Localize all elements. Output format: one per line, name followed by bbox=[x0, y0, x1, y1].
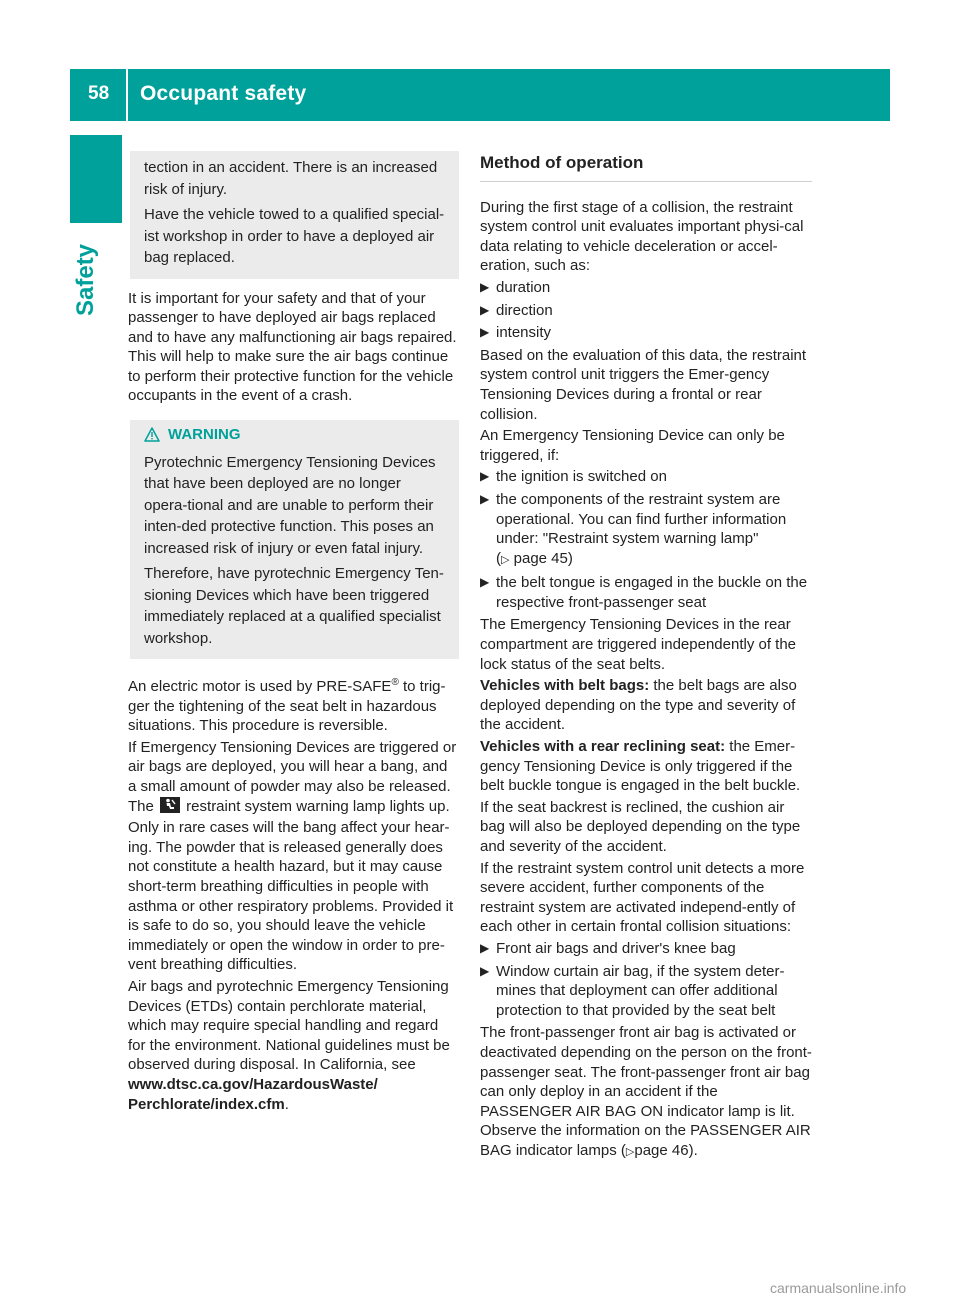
paragraph: Based on the evaluation of this data, the restraint system control unit triggers the Emer-gency Tensioning Devices during a frontal or rear collision. bbox=[480, 346, 807, 423]
warning-heading bbox=[144, 424, 447, 446]
left-column bbox=[128, 153, 459, 1116]
section-heading: Method of operation bbox=[480, 153, 812, 182]
registered-mark: ® bbox=[391, 677, 399, 689]
page-reference-link[interactable]: page 45) bbox=[513, 549, 573, 567]
paragraph: If Emergency Tensioning Devices are triggered or air bags are deployed, you will hear a bang, and a small amount of powder may also be released. The restraint system warning lamp lights up. bbox=[128, 738, 457, 815]
paragraph: During the first stage of a collision, the restraint system control unit evaluates important physi-cal data relating to vehicle deceleration or accel-eration, such as: bbox=[480, 198, 804, 275]
bullet-icon: ▶ bbox=[480, 963, 490, 978]
paragraph: If the seat backrest is reclined, the cushion air bag will also be deployed depending on the type and severity of the accident. bbox=[480, 798, 801, 855]
bullet-icon: ▶ bbox=[480, 325, 490, 340]
bullet-icon: ▶ bbox=[480, 575, 490, 590]
paragraph: Air bags and pyrotechnic Emergency Tensioning Devices (ETDs) contain perchlorate material, which may require special handling and regard for the environment. National guidelines must be observed during disposal. In California, see www.dtsc.ca.gov/HazardousWaste/ Perchlorate/index.cfm. bbox=[128, 977, 450, 1113]
paragraph: If the restraint system control unit detects a more severe accident, further components of the restraint system are activated independ-ently of each other in certain frontal collision situations: bbox=[480, 859, 805, 936]
page-reference-icon: ▷ bbox=[625, 1145, 635, 1158]
paragraph: An Emergency Tensioning Device can only be triggered, if: bbox=[480, 427, 785, 464]
bullet-icon: ▶ bbox=[480, 302, 490, 317]
page-reference-link[interactable]: page 46). bbox=[634, 1141, 698, 1159]
box-paragraph: Have the vehicle towed to a qualified special-ist workshop in order to have a deployed air bag replaced. bbox=[144, 206, 445, 266]
list-item: ▶ Front air bags and driver's knee bag bbox=[480, 939, 736, 957]
bullet-icon: ▶ bbox=[480, 469, 490, 484]
hazardous-waste-link[interactable]: www.dtsc.ca.gov/HazardousWaste/ Perchlorate/index.cfm bbox=[128, 1075, 378, 1113]
list-item: ▶ the belt tongue is engaged in the buckle on the respective front-passenger seat bbox=[480, 574, 808, 611]
section-tab-label: Safety bbox=[72, 243, 99, 316]
page-reference-icon: ▷ bbox=[501, 553, 510, 566]
paragraph: An electric motor is used by PRE-SAFE® to trig-ger the tightening of the seat belt in hazardous situations. This procedure is reversible. bbox=[128, 677, 446, 735]
restraint-system-warning-lamp-icon bbox=[160, 797, 180, 813]
warning-box bbox=[130, 420, 459, 659]
bullet-list bbox=[480, 278, 812, 343]
header-divider bbox=[126, 69, 128, 121]
warning-triangle-icon bbox=[144, 427, 160, 442]
bullet-icon: ▶ bbox=[480, 491, 490, 506]
list-item: ▶ Window curtain air bag, if the system deter-mines that deployment can offer additional protection to that provided by the seat belt bbox=[480, 962, 785, 1019]
page-number: 58 bbox=[88, 83, 110, 104]
paragraph: Vehicles with belt bags: the belt bags are also deployed depending on the type and severity of the accident. bbox=[480, 677, 797, 734]
page-header bbox=[70, 69, 890, 121]
section-tab-block bbox=[70, 135, 122, 223]
bullet-list bbox=[480, 467, 812, 612]
right-column bbox=[480, 153, 812, 1165]
list-item: ▶ the ignition is switched on bbox=[480, 468, 667, 486]
paragraph: Only in rare cases will the bang affect your hear-ing. The powder that is released generally does not constitute a health hazard, but it may cause short-term breathing difficulties in people with asthma or other respiratory problems. Provided it is safe to do so, you should leave the vehicle immediately or open the window in order to pre-vent breathing difficulties. bbox=[128, 819, 454, 974]
page-title: Occupant safety bbox=[140, 82, 307, 105]
warning-paragraph: Pyrotechnic Emergency Tensioning Devices that have been deployed are no longer opera-tional and are unable to perform their inten-ded protective function. This poses an increased risk of injury or even fatal injury. bbox=[144, 453, 436, 557]
paragraph: The Emergency Tensioning Devices in the rear compartment are triggered independently of the lock status of the seat belts. bbox=[480, 616, 797, 673]
warning-continuation-box bbox=[130, 151, 459, 279]
list-item: ▶ direction bbox=[480, 301, 553, 319]
paragraph: Vehicles with a rear reclining seat: the Emer-gency Tensioning Device is only triggered if the belt buckle tongue is engaged in the belt buckle. bbox=[480, 738, 801, 795]
warning-paragraph: Therefore, have pyrotechnic Emergency Ten-sioning Devices which have been triggered immediately replaced at a qualified specialist workshop. bbox=[144, 565, 444, 647]
list-item: ▶ duration bbox=[480, 278, 551, 296]
list-item: ▶ intensity bbox=[480, 324, 552, 342]
bullet-icon: ▶ bbox=[480, 279, 490, 294]
warning-title: WARNING bbox=[168, 426, 241, 444]
list-item: ▶ the components of the restraint system are operational. You can find further information under: "Restraint system warning lamp" (▷ page 45) bbox=[480, 490, 787, 567]
box-paragraph: tection in an accident. There is an increased risk of injury. bbox=[144, 159, 438, 198]
bullet-icon: ▶ bbox=[480, 940, 490, 955]
watermark: carmanualsonline.info bbox=[770, 1280, 907, 1296]
paragraph: It is important for your safety and that of your passenger to have deployed air bags replaced and to have any malfunctioning air bags repaired. This will help to make sure the air bags continue to perform their protective function for the vehicle occupants in the event of a crash. bbox=[128, 289, 457, 405]
paragraph: The front-passenger front air bag is activated or deactivated depending on the person on the front-passenger seat. The front-passenger front air bag can only deploy in an accident if the PASSENGER AIR BAG ON indicator lamp is lit. Observe the information on the PASSENGER AIR BAG indicator lamps (▷page 46). bbox=[480, 1024, 812, 1159]
bullet-list bbox=[480, 939, 812, 1020]
